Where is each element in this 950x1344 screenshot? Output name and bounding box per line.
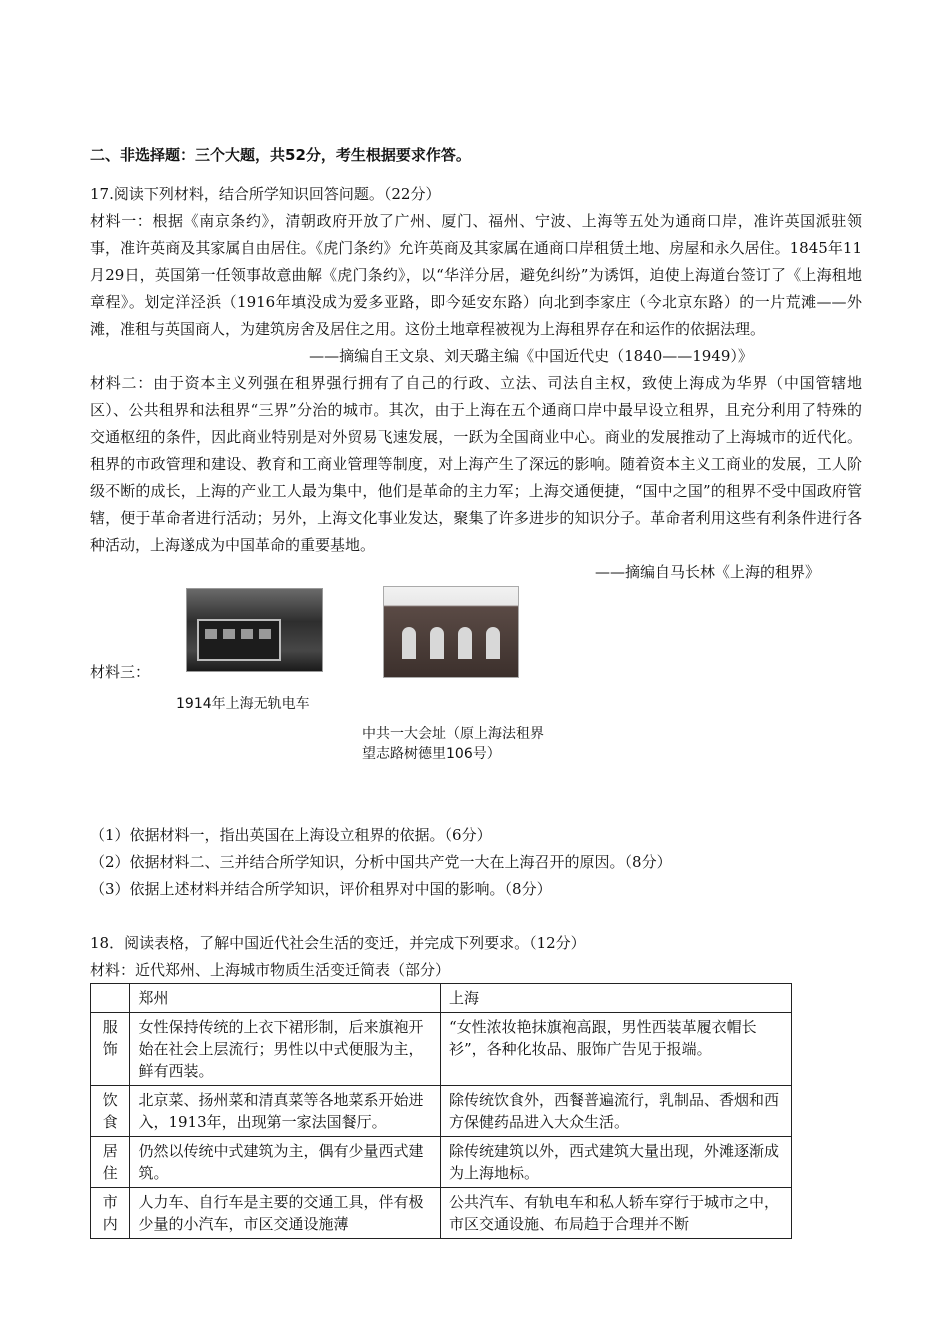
bus-window	[223, 629, 235, 639]
shanghai-cell: 公共汽车、有轨电车和私人轿车穿行于城市之中，市区交通设施、布局趋于合理并不断	[440, 1188, 791, 1239]
source-2: ——摘编自马长林《上海的租界》	[594, 563, 820, 581]
material-3-label: 材料三：	[90, 663, 151, 681]
table-header-row	[91, 984, 792, 1013]
subquestion-1: （1）依据材料一，指出英国在上海设立租界的依据。（6分）	[90, 826, 492, 844]
category-cell: 饮食	[91, 1086, 130, 1137]
section-title: 二、非选择题：三个大题，共52分，考生根据要求作答。	[90, 146, 471, 164]
category-cell: 服饰	[91, 1013, 130, 1086]
zhengzhou-cell: 人力车、自行车是主要的交通工具，伴有极少量的小汽车，市区交通设施薄	[130, 1188, 441, 1239]
trolleybus-photo	[186, 588, 323, 672]
q18-material: 材料：近代郑州、上海城市物质生活变迁简表（部分）	[90, 961, 451, 979]
table-row	[91, 1137, 792, 1188]
table-row	[91, 1188, 792, 1239]
category-cell: 市内	[91, 1188, 130, 1239]
question-17	[90, 181, 862, 771]
header-cell-shanghai: 上海	[440, 984, 791, 1013]
table-row	[91, 1013, 792, 1086]
shanghai-cell: 除传统建筑以外，西式建筑大量出现，外滩逐渐成为上海地标。	[440, 1137, 791, 1188]
building-door	[430, 627, 444, 659]
q17-title: 17.阅读下列材料，结合所学知识回答问题。（22分）	[90, 185, 441, 203]
comparison-table	[90, 983, 792, 1239]
source-1: ——摘编自王文泉、刘天璐主编《中国近代史（1840——1949）》	[309, 347, 753, 365]
q17-subquestions	[90, 822, 672, 903]
caption-line: 望志路树德里106号）	[362, 746, 501, 762]
zhengzhou-cell: 仍然以传统中式建筑为主，偶有少量西式建筑。	[130, 1137, 441, 1188]
bus-window	[259, 629, 271, 639]
table-row	[91, 1086, 792, 1137]
shanghai-cell: 除传统饮食外，西餐普遍流行，乳制品、香烟和西方保健药品进入大众生活。	[440, 1086, 791, 1137]
caption-congress-site	[362, 724, 544, 764]
zhengzhou-cell: 女性保持传统的上衣下裙形制，后来旗袍开始在社会上层流行；男性以中式便服为主，鲜有西装。	[130, 1013, 441, 1086]
caption-trolleybus: 1914年上海无轨电车	[176, 696, 310, 712]
zhengzhou-cell: 北京菜、扬州菜和清真菜等各地菜系开始进入，1913年，出现第一家法国餐厅。	[130, 1086, 441, 1137]
q18-title: 18．阅读表格，了解中国近代社会生活的变迁，并完成下列要求。（12分）	[90, 934, 586, 952]
header-cell	[91, 984, 130, 1013]
header-cell-zhengzhou: 郑州	[130, 984, 441, 1013]
subquestion-2: （2）依据材料二、三并结合所学知识，分析中国共产党一大在上海召开的原因。（8分）	[90, 853, 672, 871]
caption-line: 中共一大会址（原上海法租界	[362, 726, 544, 742]
building-door	[486, 627, 500, 659]
congress-site-photo	[383, 586, 519, 678]
category-cell: 居住	[91, 1137, 130, 1188]
shanghai-cell: “女性浓妆艳抹旗袍高跟，男性西装革履衣帽长衫”，各种化妆品、服饰广告见于报端。	[440, 1013, 791, 1086]
trolleybus-shape	[197, 619, 281, 661]
question-18	[90, 930, 862, 984]
material-3	[90, 586, 862, 771]
material-1: 材料一：根据《南京条约》，清朝政府开放了广州、厦门、福州、宁波、上海等五处为通商口岸，准许英国派驻领事，准许英商及其家属自由居住。《虎门条约》允许英商及其家属在通商口岸租赁土地、房屋和永久居住。1845年11月29日，英国第一任领事故意曲解《虎门条约》，以“华洋分居，避免纠纷”为诱饵，迫使上海道台签订了《上海租地章程》。划定洋泾浜（1916年填没成为爱多亚路，即今延安东路）向北到李家庄（今北京东路）的一片荒滩——外滩，准租与英国商人，为建筑房舍及居住之用。这份土地章程被视为上海租界存在和运作的依据法理。	[90, 212, 862, 338]
material-2: 材料二：由于资本主义列强在租界强行拥有了自己的行政、立法、司法自主权，致使上海成为华界（中国管辖地区）、公共租界和法租界“三界”分治的城市。其次，由于上海在五个通商口岸中最早设立租界，且充分利用了特殊的交通枢纽的条件，因此商业特别是对外贸易飞速发展，一跃为全国商业中心。商业的发展推动了上海城市的近代化。租界的市政管理和建设、教育和工商业管理等制度，对上海产生了深远的影响。随着资本主义工商业的发展，工人阶级不断的成长，上海的产业工人最为集中，他们是革命的主力军；上海交通便捷，“国中之国”的租界不受中国政府管辖，便于革命者进行活动；另外，上海文化事业发达，聚集了许多进步的知识分子。革命者利用这些有利条件进行各种活动，上海遂成为中国革命的重要基地。	[90, 374, 862, 554]
subquestion-3: （3）依据上述材料并结合所学知识，评价租界对中国的影响。（8分）	[90, 880, 552, 898]
bus-window	[241, 629, 253, 639]
building-door	[458, 627, 472, 659]
building-door	[402, 627, 416, 659]
bus-window	[205, 629, 217, 639]
